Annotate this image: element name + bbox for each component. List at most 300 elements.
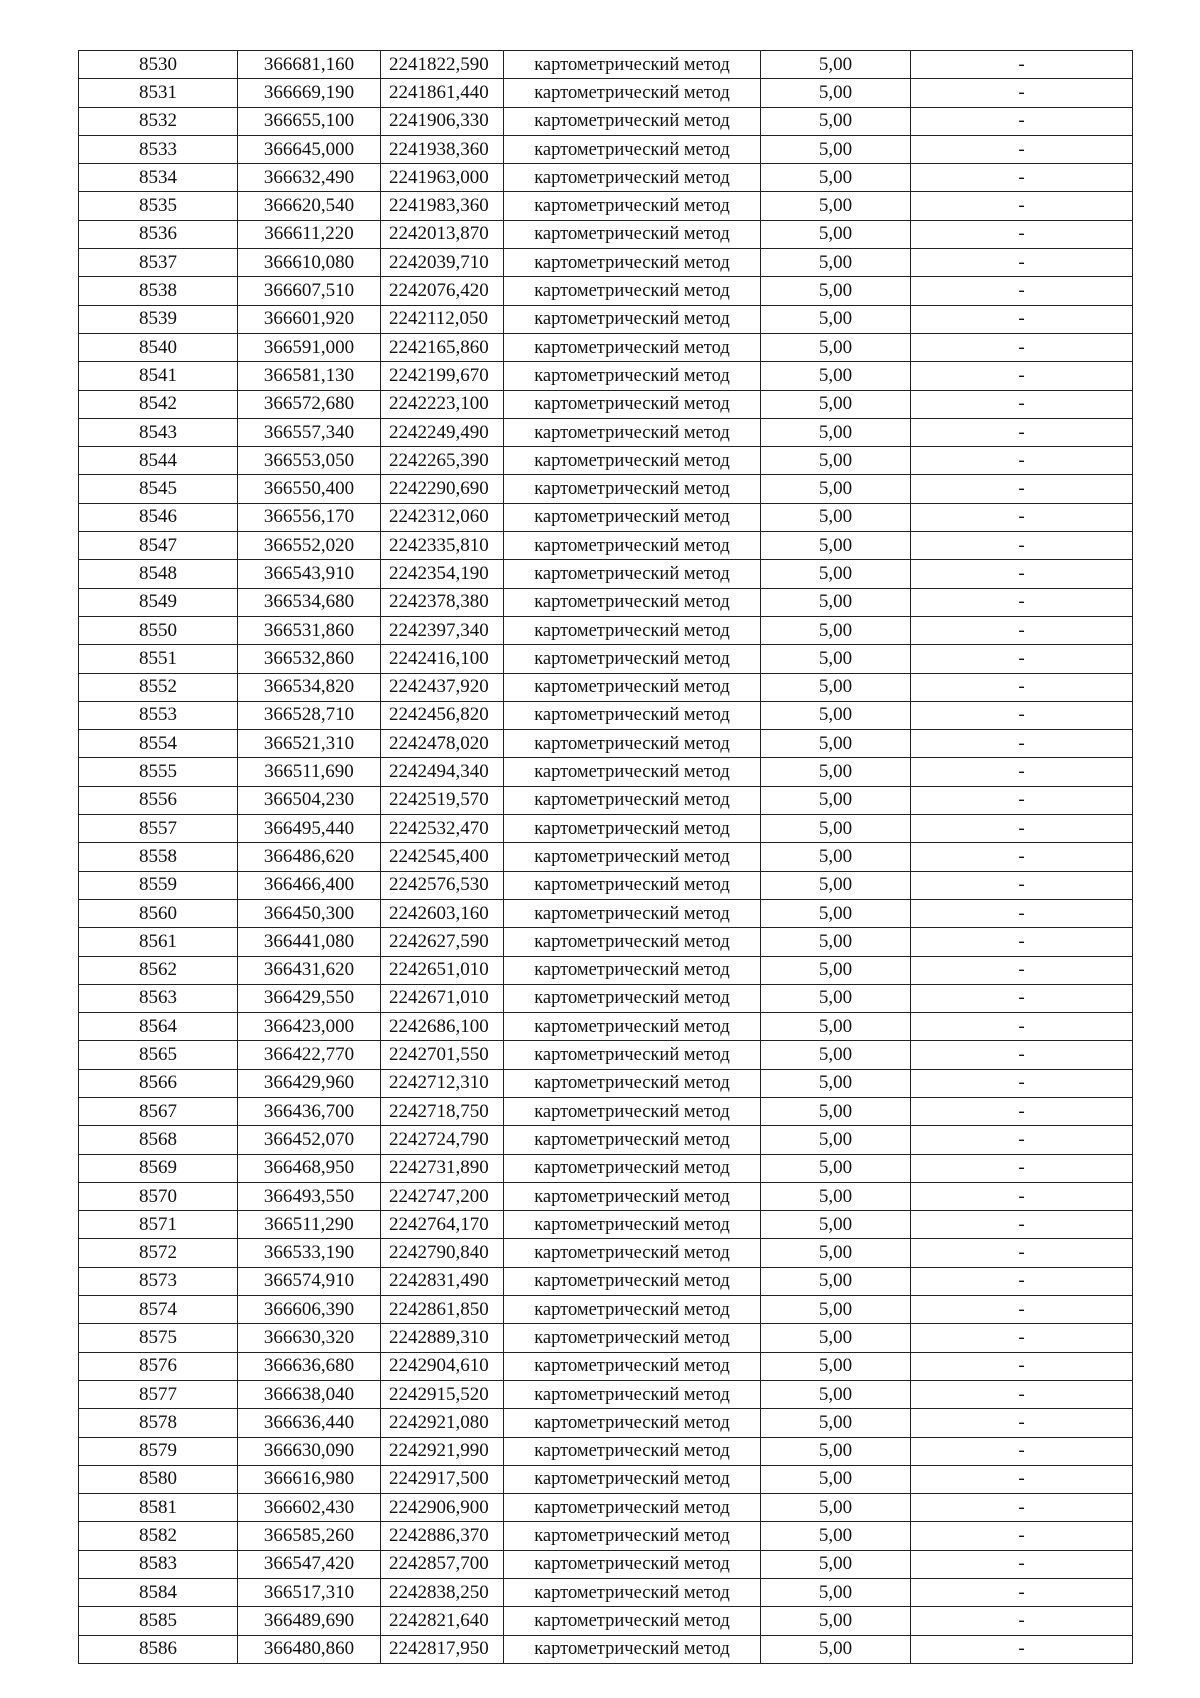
coordinate-y-cell: 2242917,500 xyxy=(381,1465,504,1493)
point-number-cell: 8541 xyxy=(79,362,238,390)
coordinate-y-cell: 2242921,990 xyxy=(381,1437,504,1465)
coordinate-x-cell: 366655,100 xyxy=(238,107,381,135)
table-row xyxy=(79,588,1133,616)
note-cell: - xyxy=(911,164,1133,192)
point-number-cell: 8545 xyxy=(79,475,238,503)
method-cell: картометрический метод xyxy=(504,1409,761,1437)
coordinate-y-cell: 2242671,010 xyxy=(381,984,504,1012)
method-cell: картометрический метод xyxy=(504,758,761,786)
method-cell: картометрический метод xyxy=(504,503,761,531)
coordinate-y-cell: 2242397,340 xyxy=(381,616,504,644)
coordinate-y-cell: 2241983,360 xyxy=(381,192,504,220)
note-cell: - xyxy=(911,333,1133,361)
coordinate-x-cell: 366681,160 xyxy=(238,51,381,79)
coordinate-y-cell: 2242731,890 xyxy=(381,1154,504,1182)
table-row xyxy=(79,333,1133,361)
accuracy-cell: 5,00 xyxy=(761,475,911,503)
accuracy-cell: 5,00 xyxy=(761,390,911,418)
coordinate-y-cell: 2242416,100 xyxy=(381,645,504,673)
method-cell: картометрический метод xyxy=(504,1550,761,1578)
accuracy-cell: 5,00 xyxy=(761,418,911,446)
note-cell: - xyxy=(911,1437,1133,1465)
coordinate-y-cell: 2242921,080 xyxy=(381,1409,504,1437)
table-row xyxy=(79,956,1133,984)
accuracy-cell: 5,00 xyxy=(761,786,911,814)
coordinate-y-cell: 2241822,590 xyxy=(381,51,504,79)
table-row xyxy=(79,390,1133,418)
table-row xyxy=(79,164,1133,192)
coordinate-y-cell: 2242701,550 xyxy=(381,1041,504,1069)
coordinate-x-cell: 366630,320 xyxy=(238,1324,381,1352)
table-row xyxy=(79,786,1133,814)
note-cell: - xyxy=(911,758,1133,786)
coordinate-x-cell: 366495,440 xyxy=(238,815,381,843)
table-row xyxy=(79,192,1133,220)
note-cell: - xyxy=(911,249,1133,277)
coordinate-x-cell: 366452,070 xyxy=(238,1126,381,1154)
coordinate-x-cell: 366532,860 xyxy=(238,645,381,673)
accuracy-cell: 5,00 xyxy=(761,815,911,843)
table-row xyxy=(79,1013,1133,1041)
coordinate-x-cell: 366423,000 xyxy=(238,1013,381,1041)
coordinate-x-cell: 366547,420 xyxy=(238,1550,381,1578)
note-cell: - xyxy=(911,1211,1133,1239)
table-row xyxy=(79,871,1133,899)
note-cell: - xyxy=(911,560,1133,588)
point-number-cell: 8560 xyxy=(79,899,238,927)
note-cell: - xyxy=(911,503,1133,531)
coordinate-y-cell: 2242831,490 xyxy=(381,1267,504,1295)
method-cell: картометрический метод xyxy=(504,249,761,277)
note-cell: - xyxy=(911,786,1133,814)
note-cell: - xyxy=(911,701,1133,729)
accuracy-cell: 5,00 xyxy=(761,503,911,531)
accuracy-cell: 5,00 xyxy=(761,730,911,758)
note-cell: - xyxy=(911,1296,1133,1324)
method-cell: картометрический метод xyxy=(504,1182,761,1210)
accuracy-cell: 5,00 xyxy=(761,1579,911,1607)
note-cell: - xyxy=(911,1635,1133,1663)
table-row xyxy=(79,1182,1133,1210)
coordinate-y-cell: 2242915,520 xyxy=(381,1380,504,1408)
method-cell: картометрический метод xyxy=(504,956,761,984)
note-cell: - xyxy=(911,1494,1133,1522)
coordinate-x-cell: 366645,000 xyxy=(238,135,381,163)
point-number-cell: 8555 xyxy=(79,758,238,786)
note-cell: - xyxy=(911,984,1133,1012)
accuracy-cell: 5,00 xyxy=(761,447,911,475)
table-row xyxy=(79,503,1133,531)
accuracy-cell: 5,00 xyxy=(761,645,911,673)
table-row xyxy=(79,1296,1133,1324)
table-row xyxy=(79,1041,1133,1069)
accuracy-cell: 5,00 xyxy=(761,1380,911,1408)
method-cell: картометрический метод xyxy=(504,1069,761,1097)
method-cell: картометрический метод xyxy=(504,532,761,560)
method-cell: картометрический метод xyxy=(504,786,761,814)
coordinate-y-cell: 2242223,100 xyxy=(381,390,504,418)
accuracy-cell: 5,00 xyxy=(761,1013,911,1041)
point-number-cell: 8575 xyxy=(79,1324,238,1352)
point-number-cell: 8553 xyxy=(79,701,238,729)
table-row xyxy=(79,362,1133,390)
table-row xyxy=(79,1579,1133,1607)
coordinate-y-cell: 2242112,050 xyxy=(381,305,504,333)
method-cell: картометрический метод xyxy=(504,1494,761,1522)
point-number-cell: 8578 xyxy=(79,1409,238,1437)
accuracy-cell: 5,00 xyxy=(761,1437,911,1465)
note-cell: - xyxy=(911,1522,1133,1550)
note-cell: - xyxy=(911,1013,1133,1041)
method-cell: картометрический метод xyxy=(504,1324,761,1352)
point-number-cell: 8584 xyxy=(79,1579,238,1607)
coordinate-y-cell: 2242821,640 xyxy=(381,1607,504,1635)
coordinate-x-cell: 366611,220 xyxy=(238,220,381,248)
note-cell: - xyxy=(911,1550,1133,1578)
method-cell: картометрический метод xyxy=(504,305,761,333)
coordinate-x-cell: 366534,680 xyxy=(238,588,381,616)
method-cell: картометрический метод xyxy=(504,588,761,616)
method-cell: картометрический метод xyxy=(504,1267,761,1295)
table-row xyxy=(79,1380,1133,1408)
coordinate-y-cell: 2242437,920 xyxy=(381,673,504,701)
accuracy-cell: 5,00 xyxy=(761,899,911,927)
accuracy-cell: 5,00 xyxy=(761,928,911,956)
method-cell: картометрический метод xyxy=(504,192,761,220)
point-number-cell: 8567 xyxy=(79,1097,238,1125)
note-cell: - xyxy=(911,51,1133,79)
coordinate-y-cell: 2241906,330 xyxy=(381,107,504,135)
table-row xyxy=(79,1126,1133,1154)
table-row xyxy=(79,815,1133,843)
point-number-cell: 8582 xyxy=(79,1522,238,1550)
accuracy-cell: 5,00 xyxy=(761,1550,911,1578)
point-number-cell: 8537 xyxy=(79,249,238,277)
method-cell: картометрический метод xyxy=(504,899,761,927)
coordinate-y-cell: 2242199,670 xyxy=(381,362,504,390)
coordinate-x-cell: 366636,440 xyxy=(238,1409,381,1437)
point-number-cell: 8561 xyxy=(79,928,238,956)
method-cell: картометрический метод xyxy=(504,1579,761,1607)
note-cell: - xyxy=(911,1352,1133,1380)
accuracy-cell: 5,00 xyxy=(761,1069,911,1097)
point-number-cell: 8538 xyxy=(79,277,238,305)
accuracy-cell: 5,00 xyxy=(761,1126,911,1154)
coordinate-x-cell: 366511,690 xyxy=(238,758,381,786)
point-number-cell: 8530 xyxy=(79,51,238,79)
method-cell: картометрический метод xyxy=(504,362,761,390)
coordinate-y-cell: 2242747,200 xyxy=(381,1182,504,1210)
note-cell: - xyxy=(911,305,1133,333)
table-row xyxy=(79,418,1133,446)
table-row xyxy=(79,1069,1133,1097)
point-number-cell: 8551 xyxy=(79,645,238,673)
accuracy-cell: 5,00 xyxy=(761,1635,911,1663)
method-cell: картометрический метод xyxy=(504,1126,761,1154)
table-row xyxy=(79,560,1133,588)
note-cell: - xyxy=(911,928,1133,956)
table-row xyxy=(79,1154,1133,1182)
point-number-cell: 8531 xyxy=(79,79,238,107)
coordinate-y-cell: 2241938,360 xyxy=(381,135,504,163)
accuracy-cell: 5,00 xyxy=(761,1097,911,1125)
table-row xyxy=(79,616,1133,644)
accuracy-cell: 5,00 xyxy=(761,758,911,786)
coordinate-x-cell: 366602,430 xyxy=(238,1494,381,1522)
coordinate-x-cell: 366553,050 xyxy=(238,447,381,475)
accuracy-cell: 5,00 xyxy=(761,1296,911,1324)
method-cell: картометрический метод xyxy=(504,701,761,729)
coordinate-y-cell: 2241963,000 xyxy=(381,164,504,192)
note-cell: - xyxy=(911,1182,1133,1210)
note-cell: - xyxy=(911,475,1133,503)
coordinate-y-cell: 2242764,170 xyxy=(381,1211,504,1239)
note-cell: - xyxy=(911,588,1133,616)
method-cell: картометрический метод xyxy=(504,475,761,503)
table-row xyxy=(79,1324,1133,1352)
method-cell: картометрический метод xyxy=(504,1437,761,1465)
note-cell: - xyxy=(911,673,1133,701)
method-cell: картометрический метод xyxy=(504,1041,761,1069)
accuracy-cell: 5,00 xyxy=(761,1494,911,1522)
point-number-cell: 8549 xyxy=(79,588,238,616)
coordinate-x-cell: 366550,400 xyxy=(238,475,381,503)
table-row xyxy=(79,135,1133,163)
coordinate-y-cell: 2242456,820 xyxy=(381,701,504,729)
point-number-cell: 8539 xyxy=(79,305,238,333)
method-cell: картометрический метод xyxy=(504,1211,761,1239)
coordinate-y-cell: 2242817,950 xyxy=(381,1635,504,1663)
accuracy-cell: 5,00 xyxy=(761,1211,911,1239)
accuracy-cell: 5,00 xyxy=(761,1409,911,1437)
table-row xyxy=(79,843,1133,871)
point-number-cell: 8586 xyxy=(79,1635,238,1663)
note-cell: - xyxy=(911,1579,1133,1607)
table-row xyxy=(79,1352,1133,1380)
point-number-cell: 8554 xyxy=(79,730,238,758)
coordinate-x-cell: 366610,080 xyxy=(238,249,381,277)
coordinate-x-cell: 366630,090 xyxy=(238,1437,381,1465)
point-number-cell: 8568 xyxy=(79,1126,238,1154)
coordinate-x-cell: 366468,950 xyxy=(238,1154,381,1182)
point-number-cell: 8569 xyxy=(79,1154,238,1182)
accuracy-cell: 5,00 xyxy=(761,164,911,192)
table-row xyxy=(79,984,1133,1012)
point-number-cell: 8574 xyxy=(79,1296,238,1324)
accuracy-cell: 5,00 xyxy=(761,107,911,135)
note-cell: - xyxy=(911,1409,1133,1437)
note-cell: - xyxy=(911,730,1133,758)
point-number-cell: 8581 xyxy=(79,1494,238,1522)
table-row xyxy=(79,1465,1133,1493)
accuracy-cell: 5,00 xyxy=(761,1352,911,1380)
accuracy-cell: 5,00 xyxy=(761,673,911,701)
coordinate-y-cell: 2242906,900 xyxy=(381,1494,504,1522)
coordinate-y-cell: 2242790,840 xyxy=(381,1239,504,1267)
accuracy-cell: 5,00 xyxy=(761,956,911,984)
coordinate-x-cell: 366574,910 xyxy=(238,1267,381,1295)
coordinate-y-cell: 2241861,440 xyxy=(381,79,504,107)
coordinate-y-cell: 2242165,860 xyxy=(381,333,504,361)
note-cell: - xyxy=(911,135,1133,163)
coordinate-y-cell: 2242494,340 xyxy=(381,758,504,786)
point-number-cell: 8579 xyxy=(79,1437,238,1465)
method-cell: картометрический метод xyxy=(504,135,761,163)
table-row xyxy=(79,475,1133,503)
method-cell: картометрический метод xyxy=(504,645,761,673)
table-row xyxy=(79,1097,1133,1125)
coordinate-x-cell: 366436,700 xyxy=(238,1097,381,1125)
coordinate-y-cell: 2242718,750 xyxy=(381,1097,504,1125)
note-cell: - xyxy=(911,956,1133,984)
coordinate-y-cell: 2242545,400 xyxy=(381,843,504,871)
point-number-cell: 8548 xyxy=(79,560,238,588)
point-number-cell: 8562 xyxy=(79,956,238,984)
table-row xyxy=(79,79,1133,107)
coordinate-y-cell: 2242857,700 xyxy=(381,1550,504,1578)
coordinate-y-cell: 2242478,020 xyxy=(381,730,504,758)
table-row xyxy=(79,277,1133,305)
method-cell: картометрический метод xyxy=(504,1522,761,1550)
table-row xyxy=(79,220,1133,248)
method-cell: картометрический метод xyxy=(504,1465,761,1493)
coordinate-y-cell: 2242265,390 xyxy=(381,447,504,475)
coordinate-y-cell: 2242312,060 xyxy=(381,503,504,531)
point-number-cell: 8552 xyxy=(79,673,238,701)
accuracy-cell: 5,00 xyxy=(761,79,911,107)
point-number-cell: 8572 xyxy=(79,1239,238,1267)
method-cell: картометрический метод xyxy=(504,815,761,843)
table-row xyxy=(79,107,1133,135)
method-cell: картометрический метод xyxy=(504,1635,761,1663)
coordinate-x-cell: 366489,690 xyxy=(238,1607,381,1635)
table-row xyxy=(79,51,1133,79)
accuracy-cell: 5,00 xyxy=(761,532,911,560)
point-number-cell: 8540 xyxy=(79,333,238,361)
coordinates-table-body xyxy=(79,51,1133,1664)
method-cell: картометрический метод xyxy=(504,1097,761,1125)
coordinate-x-cell: 366441,080 xyxy=(238,928,381,956)
method-cell: картометрический метод xyxy=(504,928,761,956)
method-cell: картометрический метод xyxy=(504,107,761,135)
accuracy-cell: 5,00 xyxy=(761,984,911,1012)
method-cell: картометрический метод xyxy=(504,1352,761,1380)
point-number-cell: 8543 xyxy=(79,418,238,446)
table-row xyxy=(79,1409,1133,1437)
coordinates-table xyxy=(78,50,1133,1664)
coordinate-y-cell: 2242576,530 xyxy=(381,871,504,899)
point-number-cell: 8576 xyxy=(79,1352,238,1380)
coordinate-x-cell: 366486,620 xyxy=(238,843,381,871)
coordinate-x-cell: 366606,390 xyxy=(238,1296,381,1324)
note-cell: - xyxy=(911,79,1133,107)
accuracy-cell: 5,00 xyxy=(761,135,911,163)
coordinate-y-cell: 2242886,370 xyxy=(381,1522,504,1550)
coordinate-x-cell: 366572,680 xyxy=(238,390,381,418)
coordinate-x-cell: 366450,300 xyxy=(238,899,381,927)
coordinate-x-cell: 366552,020 xyxy=(238,532,381,560)
accuracy-cell: 5,00 xyxy=(761,1522,911,1550)
note-cell: - xyxy=(911,815,1133,843)
method-cell: картометрический метод xyxy=(504,1607,761,1635)
coordinate-x-cell: 366521,310 xyxy=(238,730,381,758)
point-number-cell: 8563 xyxy=(79,984,238,1012)
point-number-cell: 8550 xyxy=(79,616,238,644)
method-cell: картометрический метод xyxy=(504,984,761,1012)
coordinate-x-cell: 366632,490 xyxy=(238,164,381,192)
method-cell: картометрический метод xyxy=(504,1239,761,1267)
note-cell: - xyxy=(911,1069,1133,1097)
coordinate-x-cell: 366480,860 xyxy=(238,1635,381,1663)
coordinate-x-cell: 366591,000 xyxy=(238,333,381,361)
point-number-cell: 8558 xyxy=(79,843,238,871)
table-row xyxy=(79,1211,1133,1239)
note-cell: - xyxy=(911,277,1133,305)
note-cell: - xyxy=(911,1267,1133,1295)
point-number-cell: 8547 xyxy=(79,532,238,560)
point-number-cell: 8571 xyxy=(79,1211,238,1239)
method-cell: картометрический метод xyxy=(504,390,761,418)
method-cell: картометрический метод xyxy=(504,560,761,588)
coordinate-x-cell: 366429,960 xyxy=(238,1069,381,1097)
table-row xyxy=(79,1607,1133,1635)
method-cell: картометрический метод xyxy=(504,51,761,79)
point-number-cell: 8577 xyxy=(79,1380,238,1408)
coordinate-x-cell: 366585,260 xyxy=(238,1522,381,1550)
accuracy-cell: 5,00 xyxy=(761,616,911,644)
note-cell: - xyxy=(911,107,1133,135)
coordinate-x-cell: 366511,290 xyxy=(238,1211,381,1239)
table-row xyxy=(79,249,1133,277)
table-row xyxy=(79,447,1133,475)
coordinate-x-cell: 366607,510 xyxy=(238,277,381,305)
note-cell: - xyxy=(911,1607,1133,1635)
method-cell: картометрический метод xyxy=(504,843,761,871)
coordinate-y-cell: 2242249,490 xyxy=(381,418,504,446)
table-row xyxy=(79,1437,1133,1465)
point-number-cell: 8556 xyxy=(79,786,238,814)
accuracy-cell: 5,00 xyxy=(761,560,911,588)
accuracy-cell: 5,00 xyxy=(761,1607,911,1635)
coordinate-y-cell: 2242686,100 xyxy=(381,1013,504,1041)
note-cell: - xyxy=(911,532,1133,560)
point-number-cell: 8557 xyxy=(79,815,238,843)
coordinate-y-cell: 2242039,710 xyxy=(381,249,504,277)
coordinate-y-cell: 2242013,870 xyxy=(381,220,504,248)
point-number-cell: 8566 xyxy=(79,1069,238,1097)
note-cell: - xyxy=(911,447,1133,475)
point-number-cell: 8536 xyxy=(79,220,238,248)
method-cell: картометрический метод xyxy=(504,220,761,248)
accuracy-cell: 5,00 xyxy=(761,192,911,220)
coordinate-x-cell: 366669,190 xyxy=(238,79,381,107)
note-cell: - xyxy=(911,362,1133,390)
note-cell: - xyxy=(911,1380,1133,1408)
note-cell: - xyxy=(911,645,1133,673)
coordinate-y-cell: 2242724,790 xyxy=(381,1126,504,1154)
point-number-cell: 8583 xyxy=(79,1550,238,1578)
accuracy-cell: 5,00 xyxy=(761,701,911,729)
accuracy-cell: 5,00 xyxy=(761,277,911,305)
coordinate-x-cell: 366601,920 xyxy=(238,305,381,333)
table-row xyxy=(79,1522,1133,1550)
accuracy-cell: 5,00 xyxy=(761,588,911,616)
note-cell: - xyxy=(911,418,1133,446)
point-number-cell: 8544 xyxy=(79,447,238,475)
coordinate-y-cell: 2242861,850 xyxy=(381,1296,504,1324)
point-number-cell: 8564 xyxy=(79,1013,238,1041)
table-row xyxy=(79,1267,1133,1295)
